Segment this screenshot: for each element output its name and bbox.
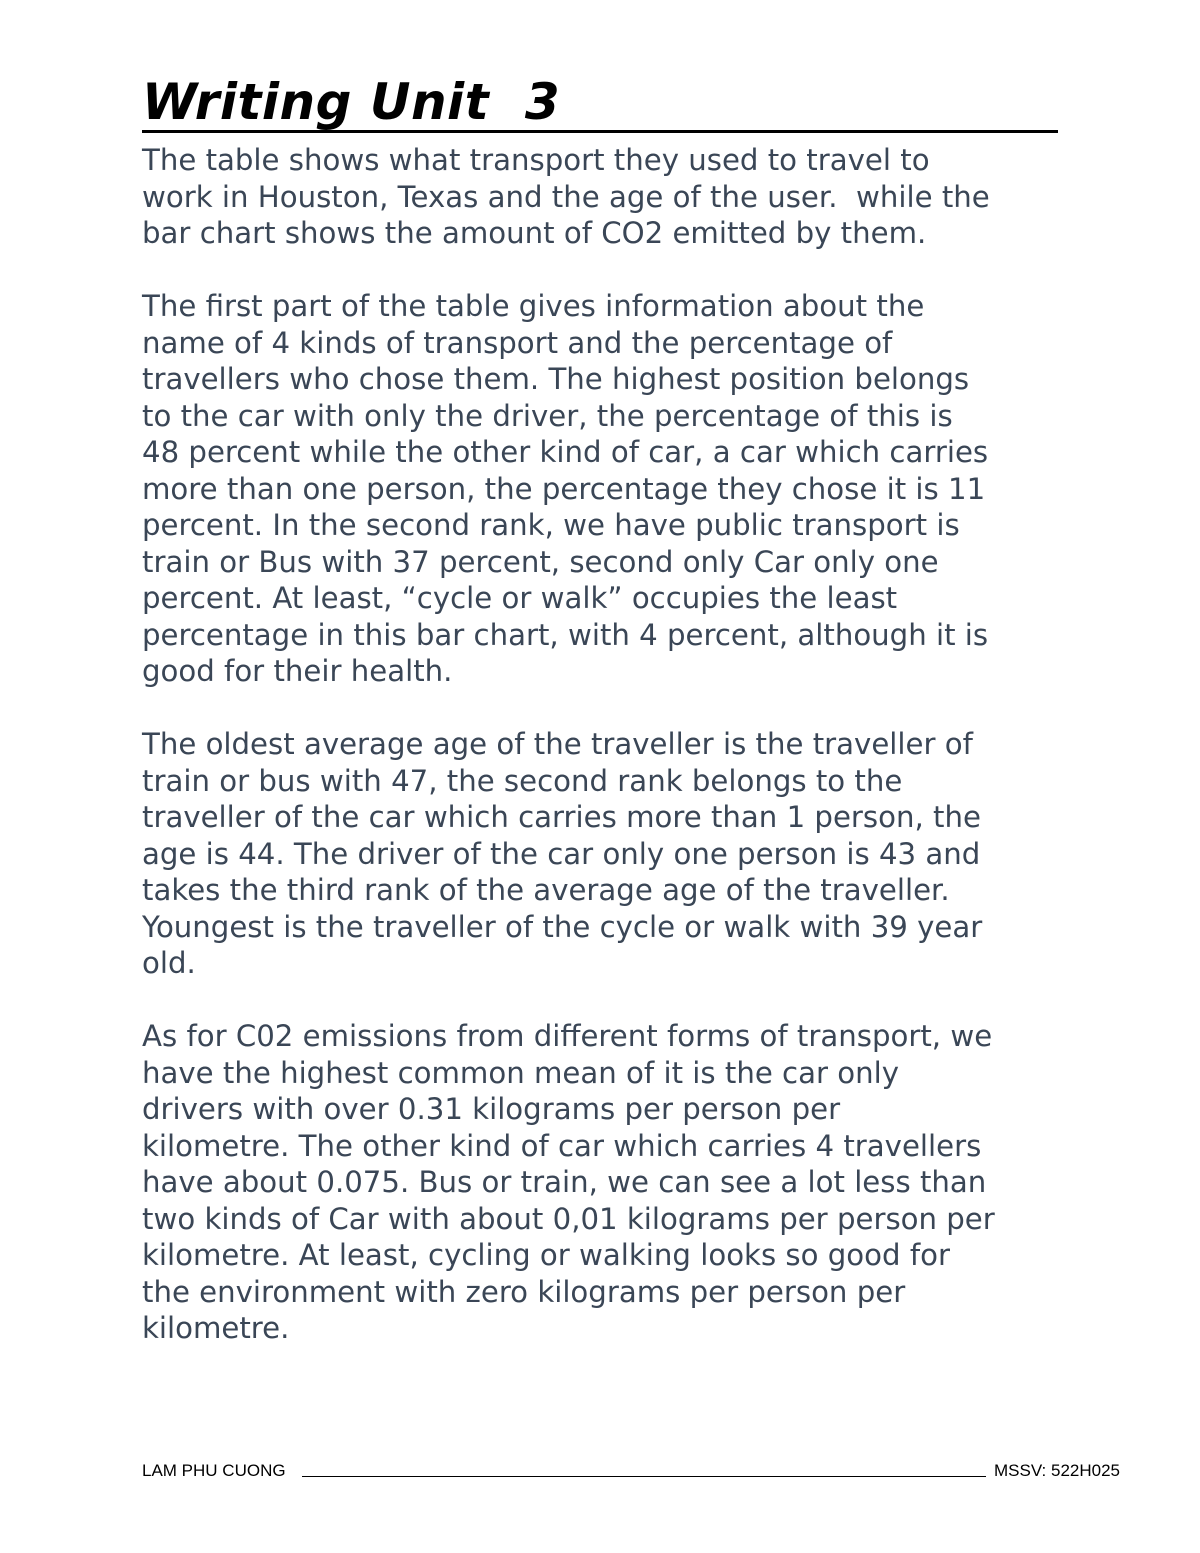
paragraph-intro [142,142,1072,252]
text-line: The table shows what transport they used to travel to [142,143,930,177]
footer-underline [302,1476,986,1477]
text-line: age is 44. The driver of the car only one person is 43 and [142,836,981,871]
text-line: good for their health. [142,654,453,688]
essay-body [142,142,1072,1383]
text-line: kilometre. At least, cycling or walking looks so good for [142,1238,950,1272]
text-line: percentage in this bar chart, with 4 percent, although it is [142,617,989,652]
text-line: work in Houston, Texas and the age of the user. while the [142,179,990,214]
text-line: name of 4 kinds of transport and the percentage of [142,325,893,360]
paragraph-average-age [142,726,1072,982]
text-line: old. [142,946,196,980]
text-line: have the highest common mean of it is the car only [142,1055,900,1090]
text-line: kilometre. [142,1311,290,1345]
paragraph-transport-share [142,288,1072,690]
text-line: The oldest average age of the traveller is the traveller of [142,727,973,761]
text-line: As for C02 emissions from different forms of transport, we [142,1019,993,1053]
text-line: 48 percent while the other kind of car, a car which carries [142,435,989,469]
page-title: Writing Unit 3 [142,73,561,131]
text-line: percent. In the second rank, we have public transport is [142,508,960,542]
text-line: traveller of the car which carries more than 1 person, the [142,800,981,834]
author-name: LAM PHU CUONG [142,1461,286,1480]
text-line: Youngest is the traveller of the cycle or walk with 39 year [142,909,983,944]
page-footer [142,1459,1120,1483]
text-line: more than one person, the percentage they chose it is 11 [142,471,986,506]
text-line: kilometre. The other kind of car which carries 4 travellers [142,1128,982,1163]
text-line: the environment with zero kilograms per person per [142,1274,906,1309]
text-line: bar chart shows the amount of CO2 emitted by them. [142,216,927,250]
text-line: have about 0.075. Bus or train, we can see a lot less than [142,1165,987,1199]
text-line: takes the third rank of the average age of the traveller. [142,873,950,907]
text-line: The first part of the table gives information about the [142,289,925,323]
text-line: train or bus with 47, the second rank belongs to the [142,763,903,798]
text-line: to the car with only the driver, the percentage of this is [142,398,953,433]
paragraph-co2-emissions [142,1018,1072,1347]
text-line: drivers with over 0.31 kilograms per person per [142,1092,841,1126]
text-line: two kinds of Car with about 0,01 kilograms per person per [142,1201,995,1236]
text-line: percent. At least, “cycle or walk” occupies the least [142,581,898,615]
title-underline [142,130,1058,133]
student-id: MSSV: 522H025 [994,1461,1120,1480]
text-line: train or Bus with 37 percent, second only Car only one [142,544,939,579]
text-line: travellers who chose them. The highest position belongs [142,362,970,396]
